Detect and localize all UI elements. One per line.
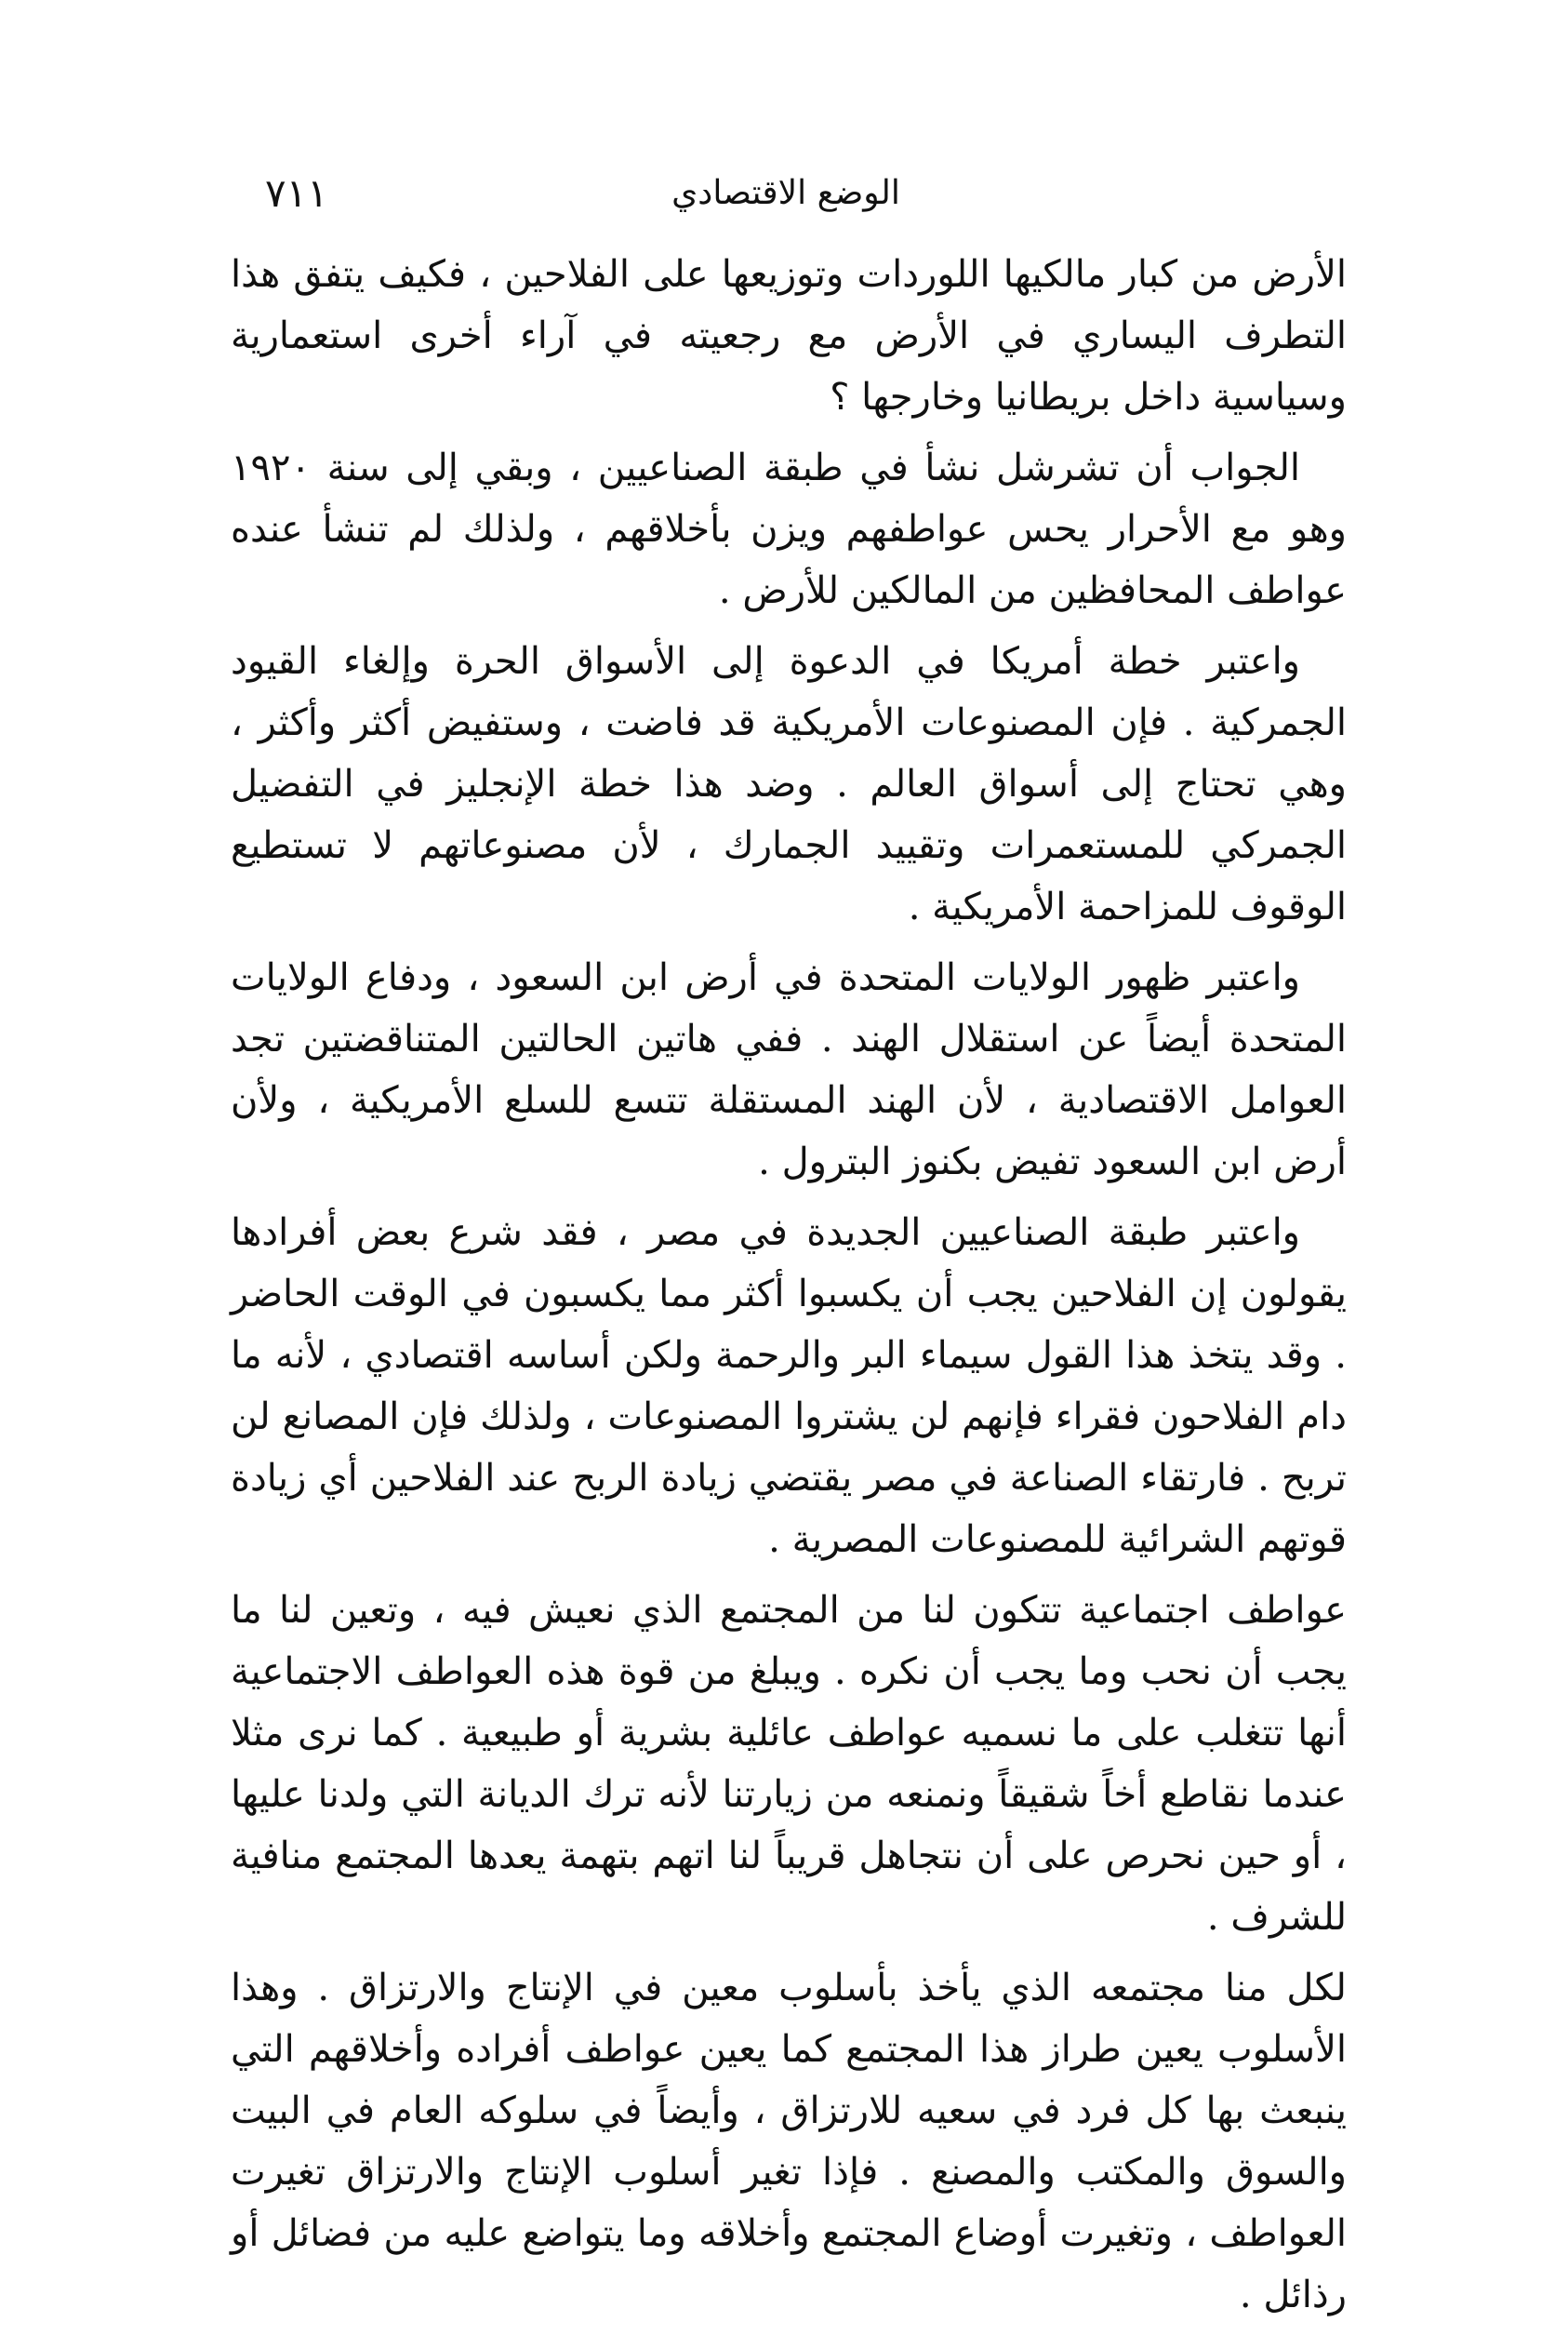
paragraph-2: الجواب أن تشرشل نشأ في طبقة الصناعيين ، وبقي إلى سنة ١٩٢٠ وهو مع الأحرار يحس عواطفهم ويزن بأخلاقهم ، ولذلك لم تنشأ عنده عواطف المحافظين من المالكين للأرض . (231, 447, 1347, 612)
paragraph-3: واعتبر خطة أمريكا في الدعوة إلى الأسواق الحرة وإلغاء القيود الجمركية . فإن المصنوعات الأمريكية قد فاضت ، وستفيض أكثر وأكثر ، وهي تحتاج إلى أسواق العالم . وضد هذا خطة الإنجليز في التفضيل الجمركي للمستعمرات وتقييد الجمارك ، لأن مصنوعاتهم لا تستطيع الوقوف للمزاحمة الأمريكية . (231, 640, 1347, 928)
paragraph-7: لكل منا مجتمعه الذي يأخذ بأسلوب معين في الإنتاج والارتزاق . وهذا الأسلوب يعين طراز هذا المجتمع كما يعين عواطف أفراده وأخلاقهم التي ينبعث بها كل فرد في سعيه للارتزاق ، وأيضاً في سلوكه العام في البيت والسوق والمكتب والمصنع . فإذا تغير أسلوب الإنتاج والارتزاق تغيرت العواطف ، وتغيرت أوضاع المجتمع وأخلاقه وما يتواضع عليه من فضائل أو رذائل . (231, 1967, 1347, 2316)
page-number: ٧١١ (265, 170, 328, 216)
paragraph-1: الأرض من كبار مالكيها اللوردات وتوزيعها على الفلاحين ، فكيف يتفق هذا التطرف اليساري في الأرض مع رجعيته في آراء أخرى استعمارية وسياسية داخل بريطانيا وخارجها ؟ (231, 253, 1347, 419)
paragraph-6: عواطف اجتماعية تتكون لنا من المجتمع الذي نعيش فيه ، وتعين لنا ما يجب أن نحب وما يجب أن نكره . ويبلغ من قوة هذه العواطف الاجتماعية أنها تتغلب على ما نسميه عواطف عائلية بشرية أو طبيعية . كما نرى مثلا عندما نقاطع أخاً شقيقاً ونمنعه من زيارتنا لأنه ترك الديانة التي ولدنا عليها ، أو حين نحرص على أن نتجاهل قريباً لنا اتهم بتهمة يعدها المجتمع منافية للشرف . (231, 1589, 1347, 1939)
paragraph-5: واعتبر طبقة الصناعيين الجديدة في مصر ، فقد شرع بعض أفرادها يقولون إن الفلاحين يجب أن يكسبوا أكثر مما يكسبون في الوقت الحاضر . وقد يتخذ هذا القول سيماء البر والرحمة ولكن أساسه اقتصادي ، لأنه ما دام الفلاحون فقراء فإنهم لن يشتروا المصنوعات ، ولذلك فإن المصانع لن تربح . فارتقاء الصناعة في مصر يقتضي زيادة الربح عند الفلاحين أي زيادة قوتهم الشرائية للمصنوعات المصرية . (231, 1211, 1348, 1561)
body-text (231, 244, 1347, 2335)
paragraph-4: واعتبر ظهور الولايات المتحدة في أرض ابن السعود ، ودفاع الولايات المتحدة أيضاً عن استقلال الهند . ففي هاتين الحالتين المتناقضتين تجد العوامل الاقتصادية ، لأن الهند المستقلة تتسع للسلع الأمريكية ، ولأن أرض ابن السعود تفيض بكنوز البترول . (231, 956, 1347, 1183)
running-title: الوضع الاقتصادي (671, 174, 900, 212)
page-header (237, 166, 1335, 221)
